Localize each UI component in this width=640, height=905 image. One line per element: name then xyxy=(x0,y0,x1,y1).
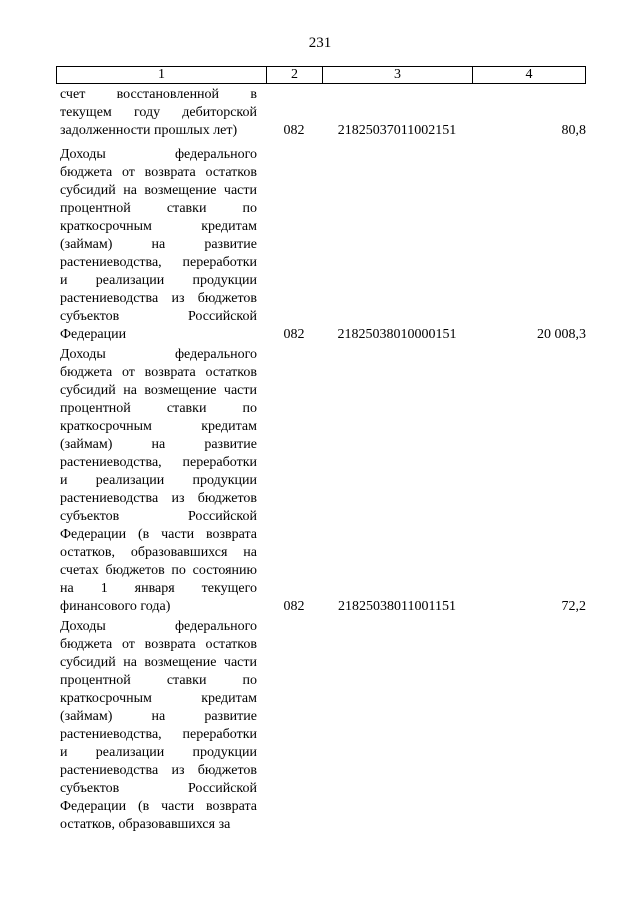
description-line: краткосрочным кредитам xyxy=(60,691,257,706)
row-amount: 80,8 xyxy=(561,123,586,138)
description-line: процентной ставки по xyxy=(60,201,257,216)
table-row xyxy=(56,86,586,140)
header-col-3: 3 xyxy=(323,67,473,83)
description-line: счетах бюджетов по состоянию xyxy=(60,563,257,578)
description-line: субсидий на возмещение части xyxy=(60,383,257,398)
description-line: растениеводства, переработки xyxy=(60,455,257,470)
description-line: бюджета от возврата остатков xyxy=(60,165,257,180)
description-line: счет восстановленной в xyxy=(60,87,257,102)
description-line: (займам) на развитие xyxy=(60,237,257,252)
description-line: субсидий на возмещение части xyxy=(60,183,257,198)
description-line: задолженности прошлых лет) xyxy=(60,123,238,138)
description-line: (займам) на развитие xyxy=(60,437,257,452)
description-line: и реализации продукции xyxy=(60,273,257,288)
header-col-1: 1 xyxy=(57,67,267,83)
header-col-2: 2 xyxy=(267,67,323,83)
description-line: субсидий на возмещение части xyxy=(60,655,257,670)
row-description xyxy=(60,618,257,834)
description-line: процентной ставки по xyxy=(60,673,257,688)
header-col-4: 4 xyxy=(525,67,533,82)
description-line: растениеводства, переработки xyxy=(60,727,257,742)
description-line: растениеводства из бюджетов xyxy=(60,763,257,778)
row-budget-code: 21825037011002151 xyxy=(337,123,457,138)
row-amount: 72,2 xyxy=(561,599,586,614)
description-line: Доходы федерального xyxy=(60,619,257,634)
page-number: 231 xyxy=(308,35,332,51)
row-description xyxy=(60,146,257,344)
table-header xyxy=(56,66,586,84)
description-line: финансового года) xyxy=(60,599,171,614)
table-row xyxy=(56,618,586,834)
description-line: субъектов Российской xyxy=(60,509,257,524)
description-line: бюджета от возврата остатков xyxy=(60,365,257,380)
description-line: краткосрочным кредитам xyxy=(60,219,257,234)
description-line: и реализации продукции xyxy=(60,745,257,760)
row-description xyxy=(60,346,257,616)
description-line: субъектов Российской xyxy=(60,781,257,796)
row-budget-code: 21825038010000151 xyxy=(337,327,457,342)
description-line: растениеводства из бюджетов xyxy=(60,491,257,506)
description-line: (займам) на развитие xyxy=(60,709,257,724)
description-line: остатков, образовавшихся за xyxy=(60,817,231,832)
row-budget-code: 21825038011001151 xyxy=(338,599,456,614)
description-line: краткосрочным кредитам xyxy=(60,419,257,434)
description-line: и реализации продукции xyxy=(60,473,257,488)
table-row xyxy=(56,146,586,344)
description-line: растениеводства из бюджетов xyxy=(60,291,257,306)
description-line: остатков, образовавшихся на xyxy=(60,545,257,560)
description-line: процентной ставки по xyxy=(60,401,257,416)
row-admin-code: 082 xyxy=(283,327,305,342)
row-admin-code: 082 xyxy=(283,599,305,614)
row-description xyxy=(60,86,257,140)
row-amount: 20 008,3 xyxy=(537,327,586,342)
table-row xyxy=(56,346,586,616)
row-admin-code: 082 xyxy=(283,123,305,138)
description-line: растениеводства, переработки xyxy=(60,255,257,270)
description-line: бюджета от возврата остатков xyxy=(60,637,257,652)
description-line: на 1 января текущего xyxy=(60,581,257,596)
description-line: субъектов Российской xyxy=(60,309,257,324)
description-line: Федерации xyxy=(60,327,127,342)
description-line: Доходы федерального xyxy=(60,347,257,362)
description-line: Федерации (в части возврата xyxy=(60,527,257,542)
description-line: Федерации (в части возврата xyxy=(60,799,257,814)
description-line: Доходы федерального xyxy=(60,147,257,162)
description-line: текущем году дебиторской xyxy=(60,105,257,120)
